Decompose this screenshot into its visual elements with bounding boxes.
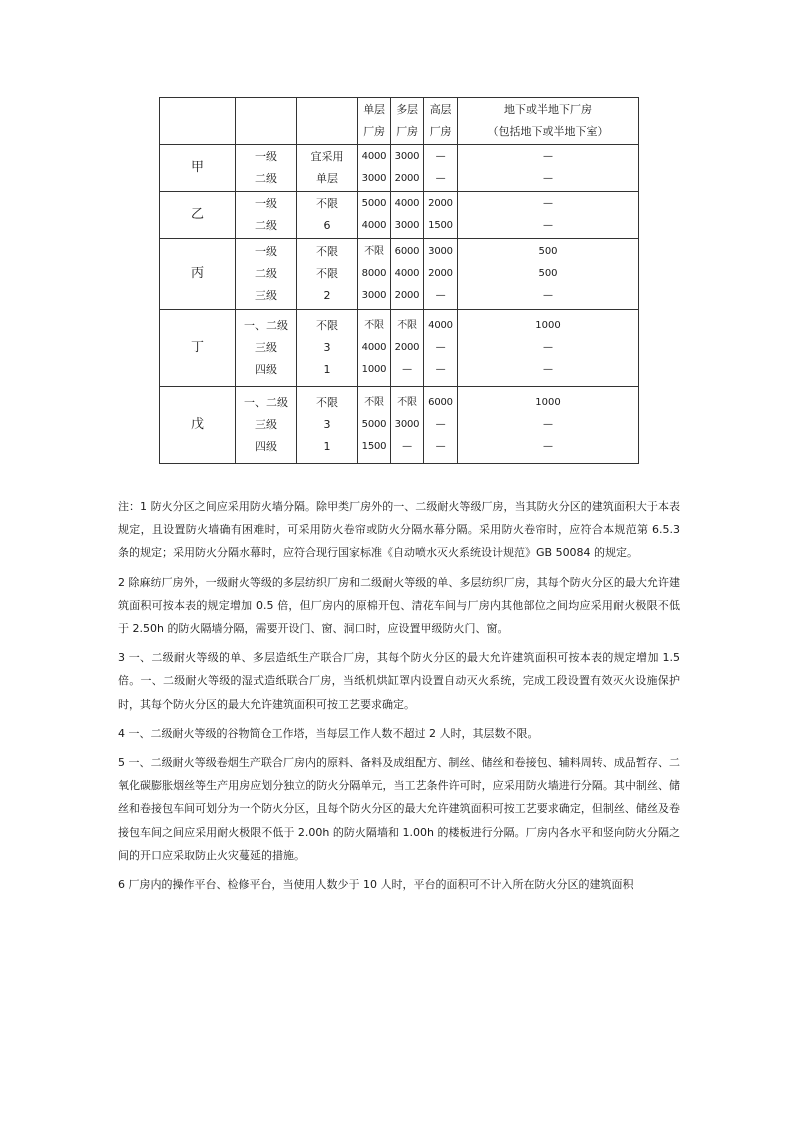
floors-cell: 不限 6 — [297, 192, 358, 239]
high-cell: — — — [424, 145, 458, 192]
basement-cell: — — — [458, 145, 639, 192]
basement-cell: 1000 — — — [458, 387, 639, 464]
header-text: 多层 — [396, 103, 418, 116]
note-paragraph: 4 一、二级耐火等级的谷物简仓工作塔，当每层工作人数不超过 2 人时，其层数不限。 — [118, 726, 539, 740]
table-header-row — [160, 98, 639, 145]
level-cell: 一级 二级 三级 — [236, 239, 297, 310]
header-empty-floors — [297, 98, 358, 145]
header-text: 厂房 — [363, 125, 385, 138]
multi-cell: 不限 3000 — — [391, 387, 424, 464]
table-row — [160, 239, 639, 310]
category-cell: 甲 — [160, 145, 236, 192]
category-cell: 戊 — [160, 387, 236, 464]
level-cell: 一、二级 三级 四级 — [236, 387, 297, 464]
table-row — [160, 145, 639, 192]
high-cell: 4000 — — — [424, 310, 458, 387]
note-paragraph: 6 厂房内的操作平台、检修平台，当使用人数少于 10 人时，平台的面积可不计入所在防火分区的建筑面积 — [118, 878, 634, 892]
high-cell: 3000 2000 — — [424, 239, 458, 310]
header-basement — [458, 98, 639, 145]
table-notes — [118, 495, 680, 902]
note-paragraph: 3 一、二级耐火等级的单、多层造纸生产联合厂房，其每个防火分区的最大允许建筑面积可按本表的规定增加 1.5 倍。一、二级耐火等级的湿式造纸联合厂房，当纸机烘缸罩内设置自动灭火系统，完成工段设置有效灭火设施保护时，其每个防火分区的最大允许建筑面积可按工艺要求确定。 — [118, 651, 680, 711]
category-cell: 乙 — [160, 192, 236, 239]
floors-cell: 宜采用 单层 — [297, 145, 358, 192]
fire-compartment-table — [159, 97, 639, 464]
table-row — [160, 310, 639, 387]
single-cell: 不限 8000 3000 — [358, 239, 391, 310]
header-single-storey — [358, 98, 391, 145]
high-cell: 6000 — — — [424, 387, 458, 464]
header-multi-storey — [391, 98, 424, 145]
note-paragraph: 5 一、二级耐火等级卷烟生产联合厂房内的原料、备料及成组配方、制丝、储丝和卷接包、辅料周转、成品暂存、二氧化碳膨胀烟丝等生产用房应划分独立的防火分隔单元，当工艺条件许可时，应采用防火墙进行分隔。其中制丝、储丝和卷接包车间可划分为一个防火分区，且每个防火分区的最大允许建筑面积可按工艺要求确定，但制丝、储丝及卷接包车间之间应采用耐火极限不低于 2.00h 的防火隔墙和 1.00h 的楼板进行分隔。厂房内各水平和竖向防火分隔之间的开口应采取防止火灾蔓延的措施。 — [118, 756, 680, 862]
header-empty-category — [160, 98, 236, 145]
header-text: 高层 — [429, 103, 452, 116]
note-paragraph: 2 除麻纺厂房外，一级耐火等级的多层纺织厂房和二级耐火等级的单、多层纺织厂房，其每个防火分区的最大允许建筑面积可按本表的规定增加 0.5 倍，但厂房内的原棉开包、清花车间与厂房内其他部位之间均应采用耐火极限不低于 2.50h 的防火隔墙分隔，需要开设门、窗、洞口时，应设置甲级防火门、窗。 — [118, 575, 680, 636]
level-cell: 一、二级 三级 四级 — [236, 310, 297, 387]
multi-cell: 4000 3000 — [391, 192, 424, 239]
multi-cell: 3000 2000 — [391, 145, 424, 192]
single-cell: 不限 5000 1500 — [358, 387, 391, 464]
single-cell: 4000 3000 — [358, 145, 391, 192]
basement-cell: 1000 — — — [458, 310, 639, 387]
header-high-rise — [424, 98, 458, 145]
level-cell: 一级 二级 — [236, 192, 297, 239]
multi-cell: 6000 4000 2000 — [391, 239, 424, 310]
single-cell: 5000 4000 — [358, 192, 391, 239]
note-paragraph: 注：1 防火分区之间应采用防火墙分隔。除甲类厂房外的一、二级耐火等级厂房，当其防火分区的建筑面积大于本表规定，且设置防火墙确有困难时，可采用防火卷帘或防火分隔水幕分隔。采用防火卷帘时，应符合本规范第 6.5.3 条的规定；采用防火分隔水幕时，应符合现行国家标准《自动喷水灭火系统设计规范》GB 50084 的规定。 — [118, 500, 680, 560]
floors-cell: 不限 不限 2 — [297, 239, 358, 310]
floors-cell: 不限 3 1 — [297, 310, 358, 387]
basement-cell: — — — [458, 192, 639, 239]
header-text: 厂房 — [396, 125, 418, 138]
high-cell: 2000 1500 — [424, 192, 458, 239]
single-cell: 不限 4000 1000 — [358, 310, 391, 387]
basement-cell: 500 500 — — [458, 239, 639, 310]
table-row — [160, 192, 639, 239]
level-cell: 一级 二级 — [236, 145, 297, 192]
header-text: 单层 — [363, 103, 385, 116]
floors-cell: 不限 3 1 — [297, 387, 358, 464]
header-text: 厂房 — [429, 125, 452, 138]
header-text: （包括地下或半地下室） — [487, 125, 609, 138]
header-empty-level — [236, 98, 297, 145]
header-text: 地下或半地下厂房 — [504, 103, 592, 116]
multi-cell: 不限 2000 — — [391, 310, 424, 387]
category-cell: 丁 — [160, 310, 236, 387]
category-cell: 丙 — [160, 239, 236, 310]
table-row — [160, 387, 639, 464]
